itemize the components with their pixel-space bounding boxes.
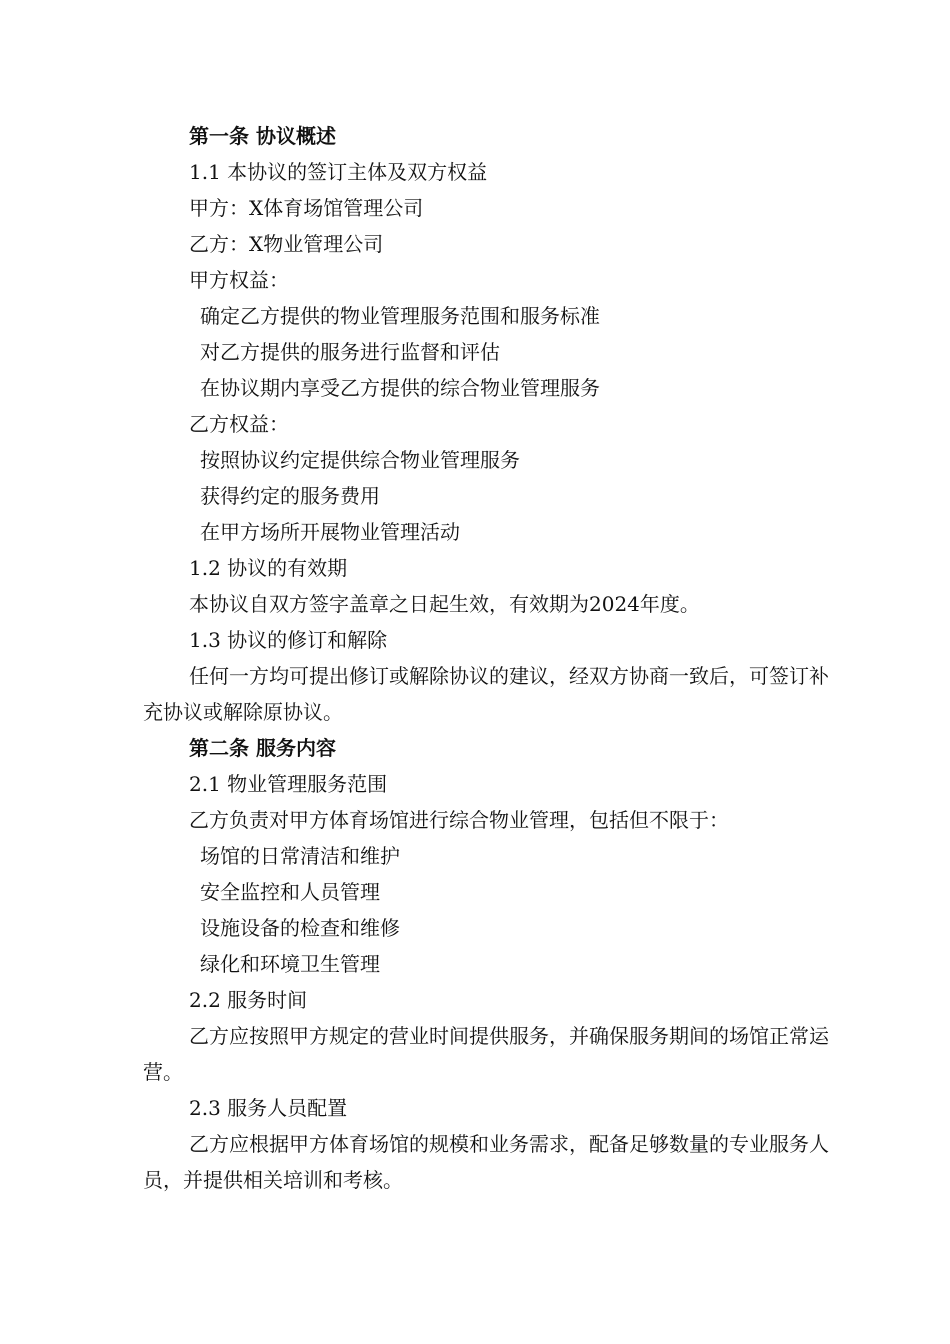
- party-b-right-item: 获得约定的服务费用: [200, 484, 380, 508]
- section-2-3-text: 乙方应根据甲方体育场馆的规模和业务需求，配备足够数量的专业服务人员，并提供相关培训和考核。: [143, 1132, 829, 1192]
- service-scope-item: 设施设备的检查和维修: [200, 916, 400, 940]
- service-scope-item: 绿化和环境卫生管理: [200, 952, 380, 976]
- party-a-line: 甲方：X体育场馆管理公司: [189, 196, 424, 220]
- document-body: [143, 118, 843, 1198]
- party-b-right-item: 在甲方场所开展物业管理活动: [200, 520, 460, 544]
- section-1-3-text: 任何一方均可提出修订或解除协议的建议，经双方协商一致后，可签订补充协议或解除原协议。: [143, 664, 829, 724]
- party-b-line: 乙方：X物业管理公司: [189, 232, 384, 256]
- party-a-right-item: 在协议期内享受乙方提供的综合物业管理服务: [200, 376, 600, 400]
- party-a-rights-label: 甲方权益：: [189, 268, 289, 292]
- service-scope-item: 安全监控和人员管理: [200, 880, 380, 904]
- section-1-1-title: 1.1 本协议的签订主体及双方权益: [189, 160, 488, 184]
- party-b-rights-label: 乙方权益：: [189, 412, 289, 436]
- article-2-heading: 第二条 服务内容: [189, 736, 336, 760]
- section-2-1-intro: 乙方负责对甲方体育场馆进行综合物业管理，包括但不限于：: [189, 808, 729, 832]
- section-2-2-text: 乙方应按照甲方规定的营业时间提供服务，并确保服务期间的场馆正常运营。: [143, 1024, 829, 1084]
- section-1-2-text: 本协议自双方签字盖章之日起生效，有效期为2024年度。: [189, 592, 700, 616]
- section-2-1-title: 2.1 物业管理服务范围: [189, 772, 388, 796]
- party-b-right-item: 按照协议约定提供综合物业管理服务: [200, 448, 520, 472]
- service-scope-item: 场馆的日常清洁和维护: [200, 844, 400, 868]
- section-2-2-title: 2.2 服务时间: [189, 988, 308, 1012]
- section-2-3-title: 2.3 服务人员配置: [189, 1096, 348, 1120]
- section-1-2-title: 1.2 协议的有效期: [189, 556, 348, 580]
- article-1-heading: 第一条 协议概述: [189, 124, 336, 148]
- party-a-right-item: 确定乙方提供的物业管理服务范围和服务标准: [200, 304, 600, 328]
- section-1-3-title: 1.3 协议的修订和解除: [189, 628, 388, 652]
- party-a-right-item: 对乙方提供的服务进行监督和评估: [200, 340, 500, 364]
